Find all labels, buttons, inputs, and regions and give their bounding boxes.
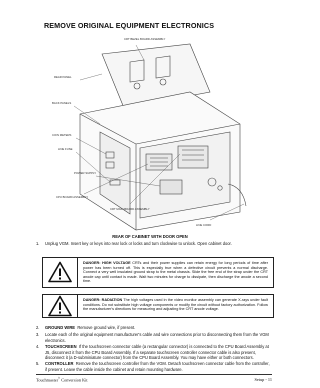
figure-caption: REAR OF CABINET WITH DOOR OPEN xyxy=(112,234,188,239)
warning-symbol xyxy=(43,258,78,287)
warning-box-radiation xyxy=(42,294,274,318)
callout-rear-panel: REAR PANEL xyxy=(54,75,72,79)
warning-text: The high voltages used in the video monitor assembly can generate X-rays under fault conditions. Do not substitute high voltage components or modify the circuit without factory authorization. Follow the manufacturer's directions for measuring and adjusting the CRT anode voltage. xyxy=(83,298,268,312)
warning-box-high-voltage xyxy=(42,257,274,288)
step-number: 5. xyxy=(36,361,40,366)
footer-brand: Touchmaster xyxy=(36,377,59,383)
step-number: 3. xyxy=(36,332,40,337)
footer-divider xyxy=(36,374,272,375)
step-text: Remove the touchscreen controller from the VGM. Detach touchscreen connector cable from the controller, if present. Leave the cable inside the cabinet and retain mounting hardware. xyxy=(45,361,270,372)
step-text: Locate each of the original equipment manufacturer's cable and wire connections prior to disconnecting them from the VGM electronics. xyxy=(45,332,269,343)
step-1 xyxy=(36,241,272,247)
callout-crt-main-board: CRT MAIN BOARD ASSEMBLY xyxy=(110,207,150,211)
callout-back-panels: BACK PANELS xyxy=(52,101,72,105)
step-text: Remove ground wire, if present. xyxy=(77,325,136,330)
registered-mark: ® xyxy=(58,377,61,380)
callout-power-supply: POWER SUPPLY xyxy=(74,171,97,175)
cabinet-drawing xyxy=(40,34,262,234)
cabinet-illustration xyxy=(40,34,262,234)
warning-triangle-icon xyxy=(48,295,72,317)
step-number: 1. xyxy=(36,241,40,246)
callout-line-cord: LINE CORD xyxy=(196,223,212,227)
callout-bezel-board: CRT BEZEL BOARD ASSEMBLY xyxy=(124,37,166,41)
step-number: 4. xyxy=(36,344,40,349)
step-number: 2. xyxy=(36,325,40,330)
step-text: If the touchscreen connector cable (a rectangular connector) is connected to the CPU Board Assembly at J5, disconnect it from the CPU Board Assembly. If a separate touchscreen controller connector cable is also present, disconnect it (a D-subminiature connector) from the CPU Board Assembly. You may have either or both connectors. xyxy=(45,344,269,361)
warning-title: DANGER: HIGH VOLTAGE xyxy=(83,261,131,265)
footer-product-name xyxy=(36,377,88,382)
warning-title: DANGER: RADIATION xyxy=(83,298,123,302)
warning-text: CRTs and their power supplies can retain energy for long periods of time after power has been turned off. This is especially true when a defective circuit prevents a normal discharge. Connect a very well insulated ground strap to the metal chassis. Slide the free end of the strap under the CRT anode cap until contact is made. Wait two minutes for charge to dissipate, then discharge the anode a second time. xyxy=(83,261,269,284)
step-5 xyxy=(36,361,272,372)
warning-triangle-icon xyxy=(48,261,72,283)
step-2 xyxy=(36,325,272,331)
step-title: CONTROLLER xyxy=(45,361,74,366)
warning-symbol xyxy=(43,295,78,317)
section-heading: REMOVE ORIGINAL EQUIPMENT ELECTRONICS xyxy=(44,21,215,30)
footer-suffix: Conversion Kit xyxy=(60,377,88,383)
callout-cpu-board: CPU BOARD ASSEMBLY xyxy=(56,195,89,199)
step-text: Unplug VGM. Insert key or keys into rear lock or locks and turn clockwise to unlock. Open cabinet door. xyxy=(45,241,232,246)
step-title: TOUCHSCREEN xyxy=(45,344,77,349)
callout-coin-meters: COIN METERS xyxy=(52,133,72,137)
footer-page-number: Setup - 11 xyxy=(254,377,272,382)
callout-line-fuse: LINE FUSE xyxy=(58,147,73,151)
step-title: GROUND WIRE xyxy=(45,325,76,330)
step-3 xyxy=(36,332,272,343)
step-4 xyxy=(36,344,272,361)
